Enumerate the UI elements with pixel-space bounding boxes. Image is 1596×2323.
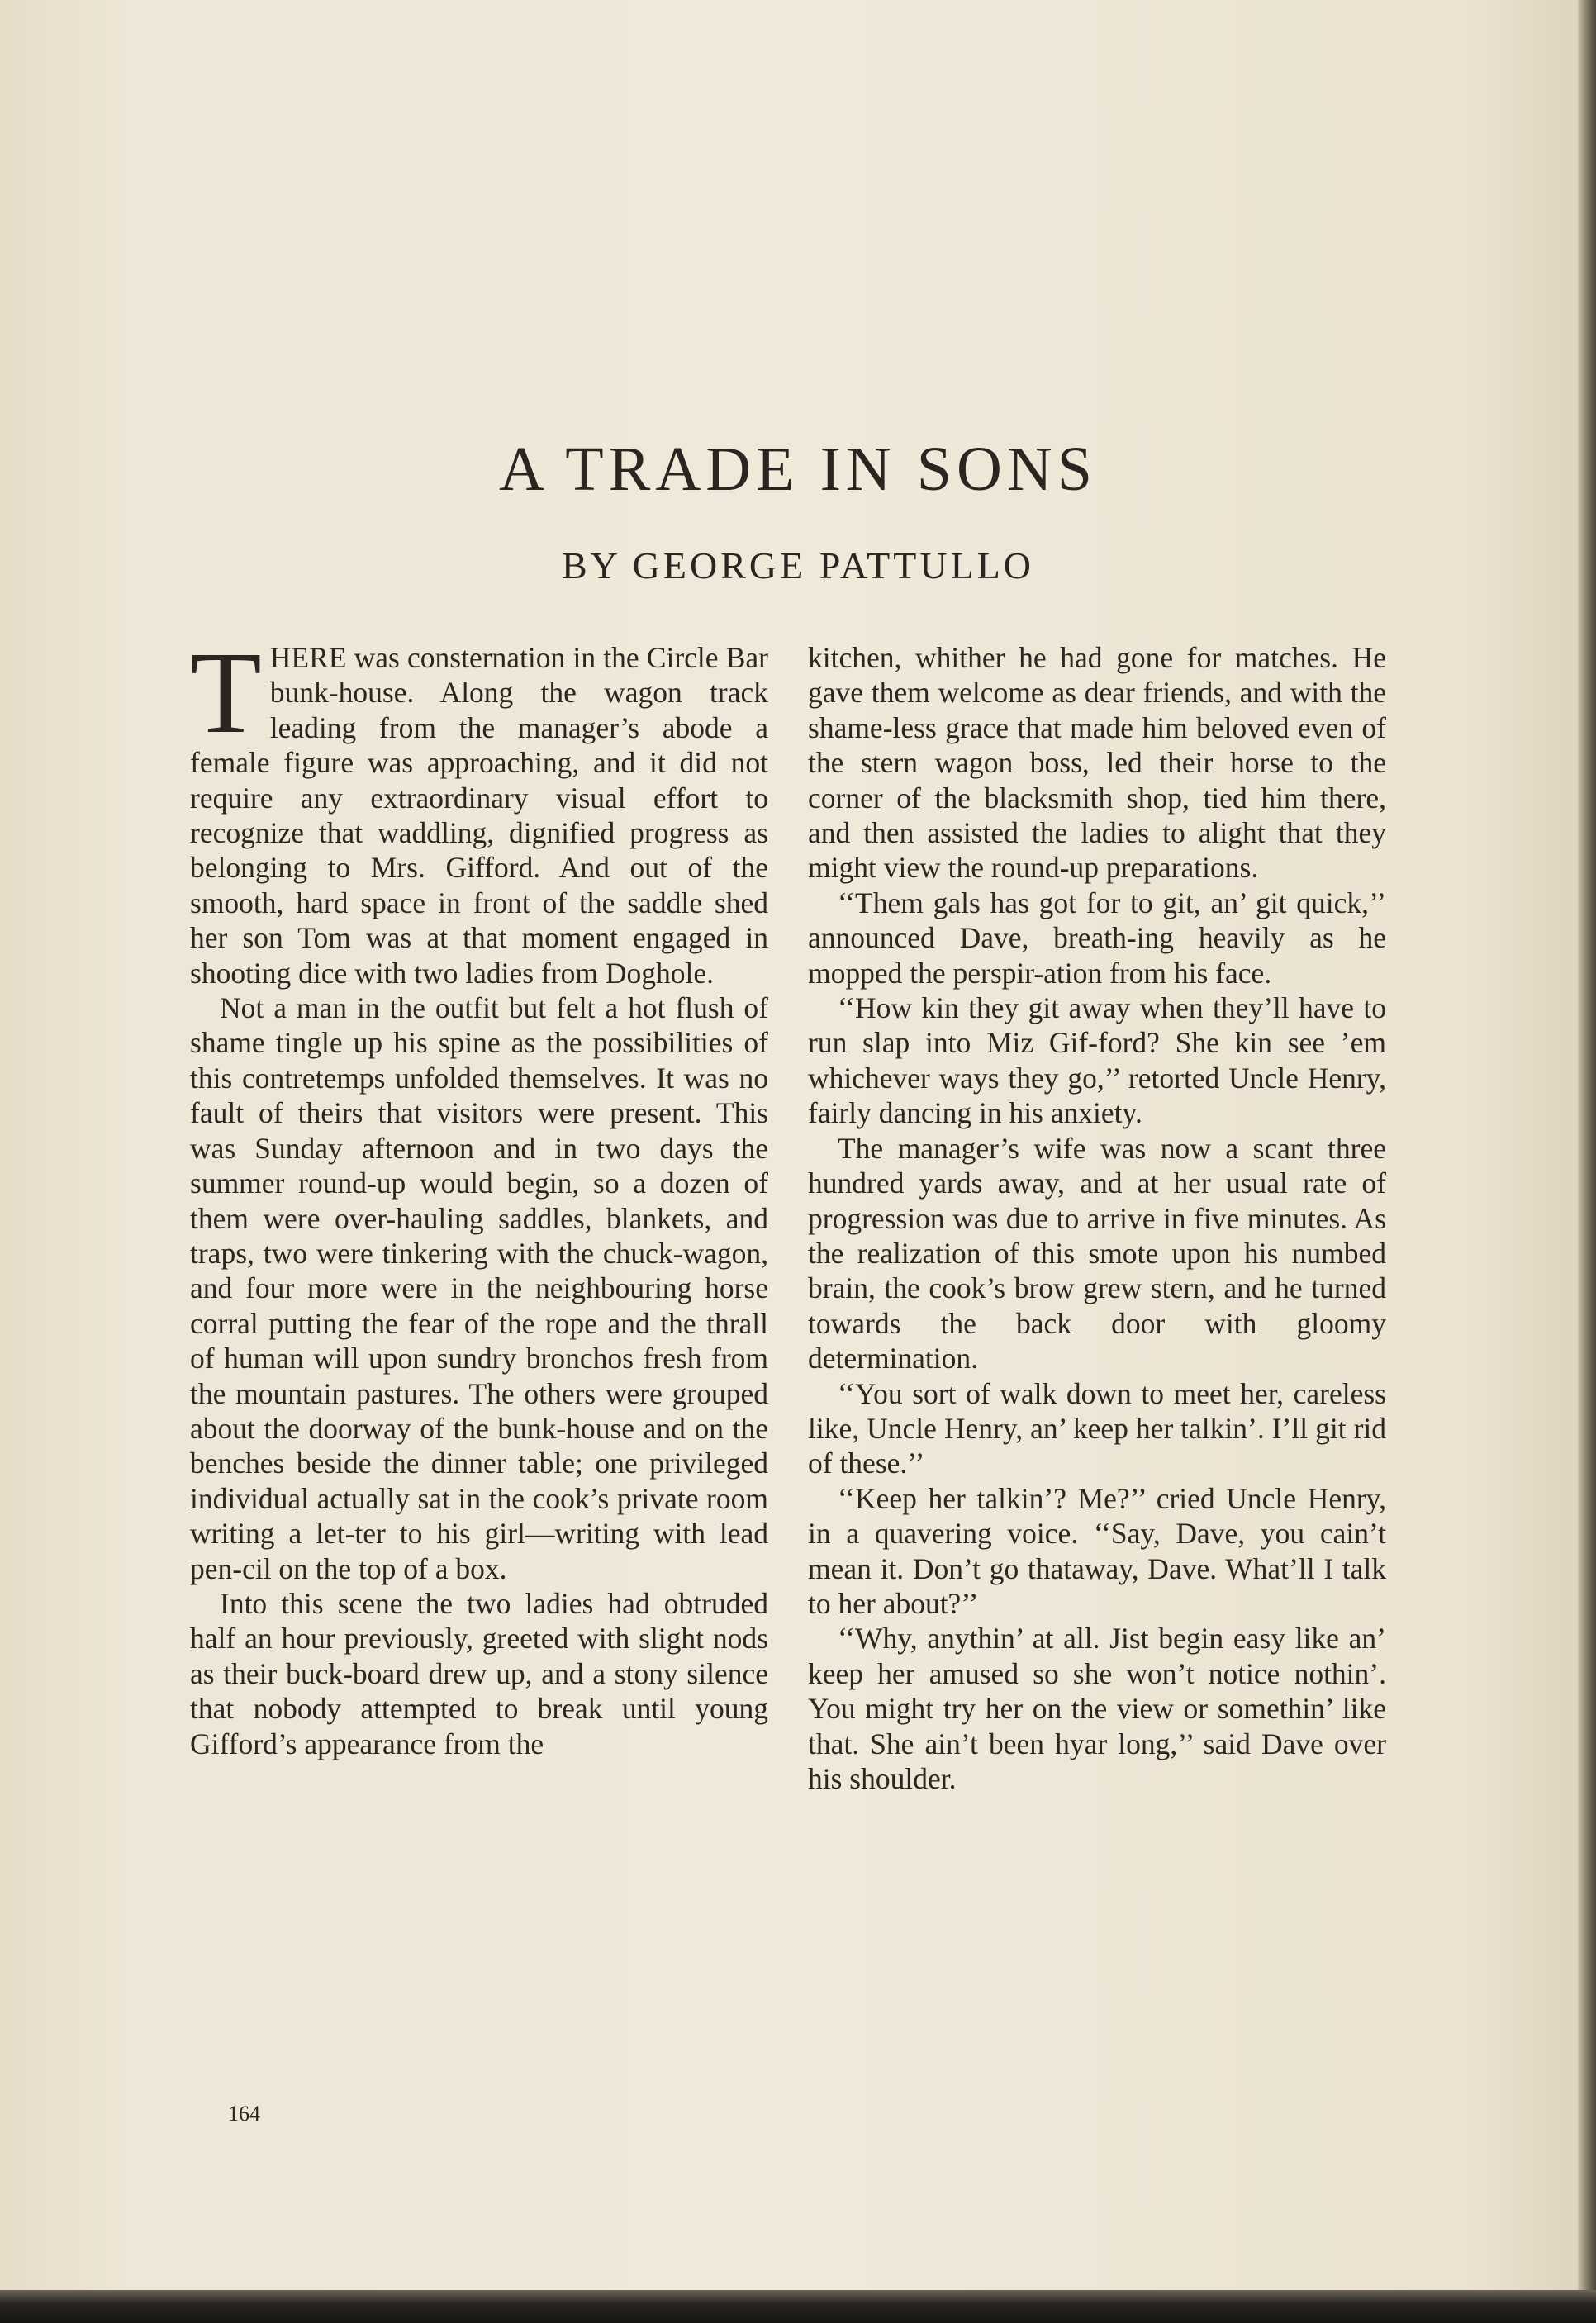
paragraph: ‘‘You sort of walk down to meet her, careless like, Uncle Henry, an’ keep her talkin’. I’ll git rid of these.’’ xyxy=(808,1376,1386,1480)
paragraph xyxy=(190,627,768,990)
text-column-left xyxy=(190,627,768,1761)
paragraph: kitchen, whither he had gone for matches. He gave them welcome as dear friends, and with the shame-less grace that made him beloved even of the stern wagon boss, led their horse to the corner of the blacksmith shop, tied him there, and then assisted the ladies to alight that they might view the round-up preparations. xyxy=(808,641,1386,885)
paragraph: Not a man in the outfit but felt a hot flush of shame tingle up his spine as the possibilities of this contretemps unfolded themselves. It was no fault of theirs that visitors were present. This was Sunday afternoon and in two days the summer round-up would begin, so a dozen of them were over-hauling saddles, blankets, and traps, two were tinkering with the chuck-wagon, and four more were in the neighbouring horse corral putting the fear of the rope and the thrall of human will upon sundry bronchos fresh from the mountain pastures. The others were grouped about the doorway of the bunk-house and on the benches beside the dinner table; one privileged individual actually sat in the cook’s private room writing a let-ter to his girl—writing with lead pen-cil on the top of a box. xyxy=(190,991,768,1585)
page-edge-right xyxy=(1578,0,1596,2323)
article-title: A TRADE IN SONS xyxy=(498,435,1098,504)
paragraph: ‘‘Them gals has got for to git, an’ git quick,’’ announced Dave, breath-ing heavily as he mopped the perspir-ation from his face. xyxy=(808,886,1386,990)
drop-cap: T xyxy=(190,627,262,758)
paragraph-text: HERE was consternation in the Circle Bar bunk-house. Along the wagon track leading from the manager’s abode a female figure was approaching, and it did not require any extraordinary visual effort to recognize that waddling, dignified progress as belonging to Mrs. Gifford. And out of the smooth, hard space in front of the saddle shed her son Tom was at that moment engaged in shooting dice with two ladies from Doghole. xyxy=(190,641,768,990)
paragraph: ‘‘Keep her talkin’? Me?’’ cried Uncle Henry, in a quavering voice. ‘‘Say, Dave, you cain’t mean it. Don’t go thataway, Dave. What’ll I talk to her about?’’ xyxy=(808,1481,1386,1620)
paragraph: ‘‘Why, anythin’ at all. Jist begin easy like an’ keep her amused so she won’t notice nothin’. You might try her on the view or somethin’ like that. She ain’t been hyar long,’’ said Dave over his shoulder. xyxy=(808,1622,1386,1795)
paragraph: The manager’s wife was now a scant three hundred yards away, and at her usual rate of progression was due to arrive in five minutes. As the realization of this smote upon his numbed brain, the cook’s brow grew stern, and he turned towards the back door with gloomy determination. xyxy=(808,1131,1386,1375)
article-byline: BY GEORGE PATTULLO xyxy=(561,544,1035,587)
page-number: 164 xyxy=(228,2102,260,2126)
paragraph: ‘‘How kin they git away when they’ll have to run slap into Miz Gif-ford? She kin see ’em whichever ways they go,’’ retorted Uncle Henry, fairly dancing in his anxiety. xyxy=(808,991,1386,1130)
text-column-right xyxy=(808,640,1386,1796)
page-edge-bottom xyxy=(0,2290,1596,2323)
paragraph: Into this scene the two ladies had obtruded half an hour previously, greeted with slight nods as their buck-board drew up, and a stony silence that nobody attempted to break until young Gifford’s appearance from the xyxy=(190,1586,768,1760)
